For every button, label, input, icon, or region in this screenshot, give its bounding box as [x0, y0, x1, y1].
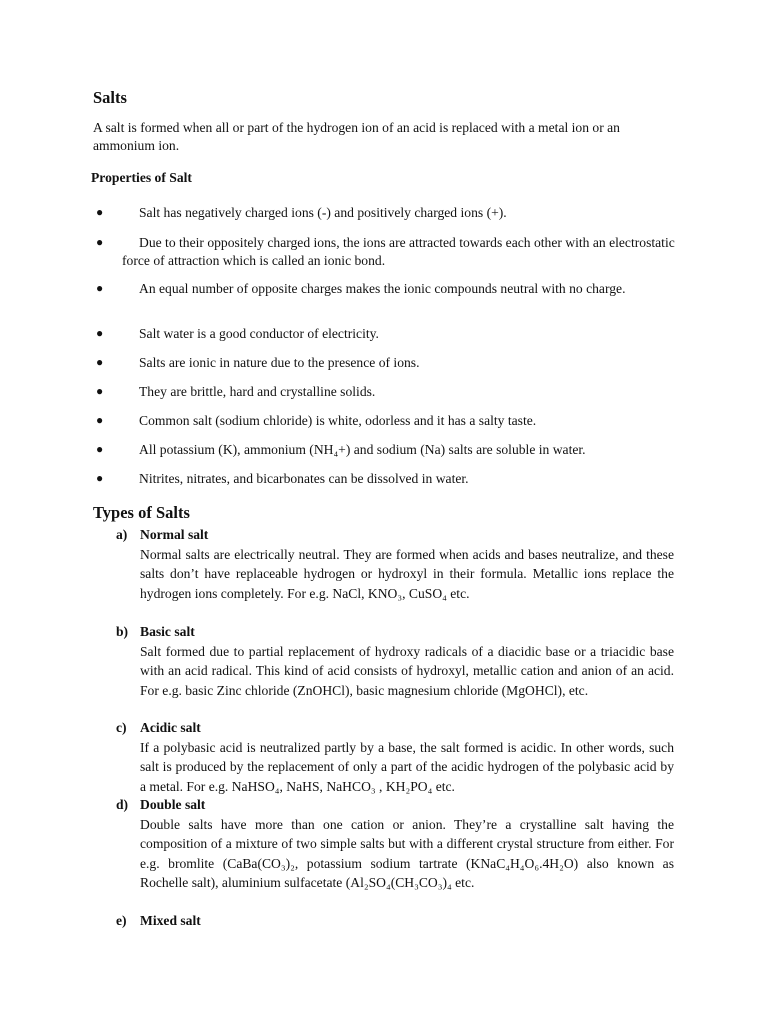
bullet-icon: ● [96, 384, 104, 398]
bullet-icon: ● [96, 413, 104, 427]
section-title: Mixed salt [140, 913, 201, 928]
types-heading: Types of Salts [93, 503, 190, 522]
section-body: If a polybasic acid is neutralized partly by a base, the salt formed is acidic. In other words, such salt is produced by the replacement of only a part of the acidic hydrogen of the polybasic acid by a metal. For e.g. NaHSO₄, NaHS, NaHCO₃ , KH₂PO₄ etc. [140, 740, 674, 794]
page-title: Salts [93, 88, 127, 107]
bullet-icon: ● [96, 205, 104, 219]
bullet-icon: ● [96, 235, 104, 249]
section-title: Basic salt [140, 624, 195, 639]
section-label: b) [116, 624, 129, 639]
section-label: a) [116, 527, 128, 542]
bullet-icon: ● [96, 471, 104, 485]
bullet-icon: ● [96, 355, 104, 369]
section-label: e) [116, 913, 127, 928]
intro-paragraph: A salt is formed when all or part of the hydrogen ion of an acid is replaced with a metal ion or an ammonium ion. [93, 120, 620, 153]
document-page: Salts A salt is formed when all or part of the hydrogen ion of an acid is replaced with a metal ion or an ammonium ion. Properties of Salt ● Salt has negatively charged ions (-) and positively charged ions (+). ● Due to their oppositely charged ions, the ions are attracted towards each other with an electrostatic force of attraction which is called an ionic bond. ● An equal number of opposite charges makes the ionic compounds neutral with no charge. ● Salt water is a good conductor of electricity. ● Salts are ionic in nature due to the presence of ions. ● They are brittle, hard and crystalline solids. ● Common salt (sodium chloride) is white, odorless and it has a salty taste. ● All potassium (K), ammonium (NH₄+) and sodium (Na) salts are soluble in water. ● Nitrites, nitrates, and bicarbonates can be dissolved in water. Types of Salts a) Normal salt Normal salts are electrically neutral. They are formed when acids and bases neutralize, and these salts don’t have replaceable hydrogen or hydroxyl in their formula. Metallic ions replace the hydrogen ions completely. For e.g. NaCl, KNO₃, CuSO₄ etc. b) Basic salt Salt formed due to partial replacement of hydroxy radicals of a diacidic base or a triacidic base with an acid radical. This kind of acid consists of hydroxyl, metallic cation and anion of an acid. For e.g. basic Zinc chloride (ZnOHCl), basic magnesium chloride (MgOHCl), etc. c) Acidic salt If a polybasic acid is neutralized partly by a base, the salt formed is acidic. In other words, such salt is produced by the replacement of only a part of the acidic hydrogen of the polybasic acid by a metal. For e.g. NaHSO₄, NaHS, NaHCO₃ , KH₂PO₄ etc. d) Double salt Double salts have more than one cation or anion. They’re a crystalline salt having the composition of a mixture of two simple salts but with a different crystal structure from either. For e.g. bromlite (CaBa(CO₃)₂, potassium sodium tartrate (KNaC₄H₄O₆.4H₂O) also known as Rochelle salt), aluminium sulfacetate (Al₂SO₄(CH₃CO₃)₄ etc. e) Mixed salt [91, 88, 675, 928]
bullet-icon: ● [96, 442, 104, 456]
section-title: Normal salt [140, 527, 209, 542]
properties-heading: Properties of Salt [91, 170, 192, 185]
section-body: Salt formed due to partial replacement of hydroxy radicals of a diacidic base or a triacidic base with an acid radical. This kind of acid consists of hydroxyl, metallic cation and anion of an acid. For e.g. basic Zinc chloride (ZnOHCl), basic magnesium chloride (MgOHCl), etc. [140, 644, 674, 698]
bullet-icon: ● [96, 326, 104, 340]
section-title: Acidic salt [140, 720, 201, 735]
section-body: Normal salts are electrically neutral. They are formed when acids and bases neutralize, and these salts don’t have replaceable hydrogen or hydroxyl in their formula. Metallic ions replace the hydrogen ions completely. For e.g. NaCl, KNO₃, CuSO₄ etc. [140, 547, 674, 601]
section-label: d) [116, 797, 129, 812]
bullet-icon: ● [96, 281, 104, 295]
section-body: Double salts have more than one cation or anion. They’re a crystalline salt having the composition of a mixture of two simple salts but with a different crystal structure from either. For e.g. bromlite (CaBa(CO₃)₂, potassium sodium tartrate (KNaC₄H₄O₆.4H₂O) also known as Rochelle salt), aluminium sulfacetate (Al₂SO₄(CH₃CO₃)₄ etc. [140, 817, 674, 891]
section-title: Double salt [140, 797, 206, 812]
section-label: c) [116, 720, 127, 735]
